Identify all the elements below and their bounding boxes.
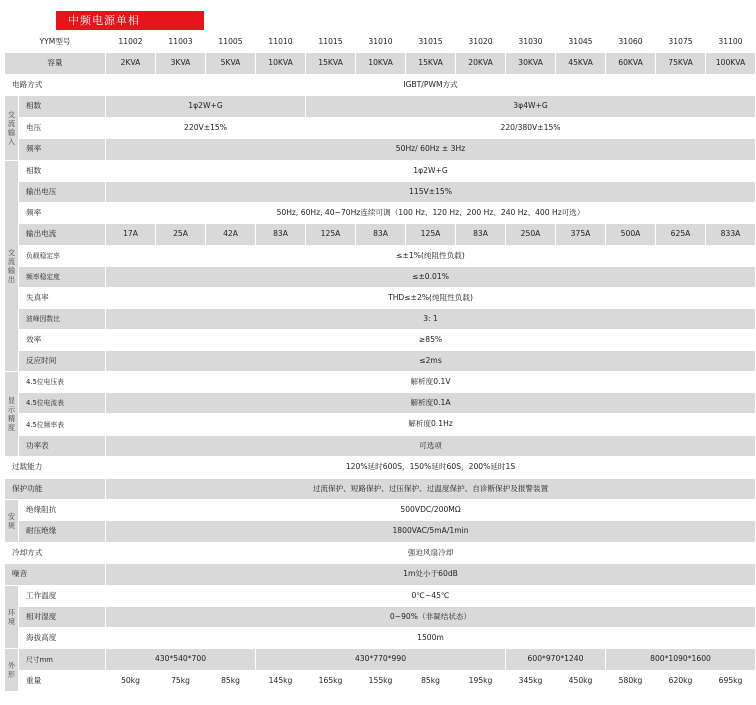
capacity-cell: 10KVA [256,53,306,75]
weight-cell: 620kg [656,671,706,692]
model-cell: 11010 [256,33,306,53]
row-label-altitude: 海拔高度 [19,628,106,649]
weight-cell: 450kg [556,671,606,692]
display-voltmeter-value: 解析度0.1V [106,372,756,393]
model-cell: 11002 [106,33,156,53]
table-row [5,500,756,521]
row-label-output-load-regulation: 负载稳定率 [19,246,106,267]
circuit-value: IGBT/PWM方式 [106,75,756,96]
table-row [5,543,756,564]
row-label-temperature: 工作温度 [19,586,106,607]
capacity-cell: 60KVA [606,53,656,75]
row-label-output-crest-factor: 波峰因数比 [19,309,106,330]
weight-cell: 695kg [706,671,756,692]
row-label-overload: 过载能力 [5,457,106,479]
table-row [5,607,756,628]
row-label-output-efficiency: 效率 [19,330,106,351]
weight-cell: 85kg [206,671,256,692]
table-row [5,182,756,203]
table-row [5,649,756,671]
row-label-output-current: 输出电流 [19,224,106,246]
weight-cell: 580kg [606,671,656,692]
category-environment: 环境 [5,586,19,649]
capacity-cell: 30KVA [506,53,556,75]
category-display: 显示精度 [5,372,19,457]
row-label-display-voltmeter: 4.5位电压表 [19,372,106,393]
table-row [5,671,756,692]
dimension-group: 430*540*700 [106,649,256,671]
row-label-output-distortion: 失真率 [19,288,106,309]
output-current-cell: 42A [206,224,256,246]
row-label-humidity: 相对湿度 [19,607,106,628]
output-freq-stability-value: ≤±0.01% [106,267,756,288]
row-label-capacity: 容量 [5,53,106,75]
weight-cell: 345kg [506,671,556,692]
table-row [5,33,756,53]
weight-cell: 85kg [406,671,456,692]
model-cell: 31045 [556,33,606,53]
table-row [5,118,756,139]
capacity-cell: 45KVA [556,53,606,75]
category-ac-output: 交流输出 [5,161,19,372]
output-current-cell: 17A [106,224,156,246]
table-row [5,457,756,479]
table-row [5,288,756,309]
row-label-input-voltage: 电压 [19,118,106,139]
output-response-time-value: ≤2ms [106,351,756,372]
table-row [5,267,756,288]
input-frequency-value: 50Hz/ 60Hz ± 3Hz [106,139,756,161]
table-row [5,393,756,414]
cooling-value: 强迫风扇冷却 [106,543,756,564]
output-phase-value: 1φ2W+G [106,161,756,182]
row-label-output-phase: 相数 [19,161,106,182]
category-safety: 安规 [5,500,19,543]
table-row [5,246,756,267]
table-row [5,564,756,586]
row-label-cooling: 冷却方式 [5,543,106,564]
insulation-value: 500VDC/200MΩ [106,500,756,521]
output-current-cell: 833A [706,224,756,246]
table-row [5,330,756,351]
row-label-output-freq-stability: 频率稳定度 [19,267,106,288]
output-current-cell: 500A [606,224,656,246]
protection-value: 过流保护、短路保护、过压保护、过温度保护、自诊断保护及报警装置 [106,479,756,500]
weight-cell: 50kg [106,671,156,692]
display-freqmeter-value: 解析度0.1Hz [106,414,756,436]
model-cell: 31015 [406,33,456,53]
capacity-cell: 15KVA [306,53,356,75]
model-cell: 31075 [656,33,706,53]
row-label-protection: 保护功能 [5,479,106,500]
capacity-cell: 2KVA [106,53,156,75]
category-appearance: 外形 [5,649,19,692]
model-cell: 31020 [456,33,506,53]
row-label-model: YYM型号 [5,33,106,53]
row-label-withstand: 耐压绝缘 [19,521,106,543]
capacity-cell: 15KVA [406,53,456,75]
table-row [5,309,756,330]
display-ammeter-value: 解析度0.1A [106,393,756,414]
model-cell: 31030 [506,33,556,53]
row-label-insulation: 绝缘阻抗 [19,500,106,521]
table-row [5,351,756,372]
noise-value: 1m处小于60dB [106,564,756,586]
table-row [5,414,756,436]
table-row [5,53,756,75]
capacity-cell: 10KVA [356,53,406,75]
output-current-cell: 83A [356,224,406,246]
output-voltage-value: 115V±15% [106,182,756,203]
altitude-value: 1500m [106,628,756,649]
capacity-cell: 3KVA [156,53,206,75]
spec-table [4,32,756,692]
input-voltage-single: 220V±15% [106,118,306,139]
table-row [5,436,756,457]
output-crest-factor-value: 3: 1 [106,309,756,330]
row-label-display-freqmeter: 4.5位频率表 [19,414,106,436]
output-efficiency-value: ≥85% [106,330,756,351]
row-label-input-frequency: 频率 [19,139,106,161]
model-cell: 11005 [206,33,256,53]
capacity-cell: 100KVA [706,53,756,75]
page-title: 中频电源单相 [56,11,204,30]
model-cell: 11003 [156,33,206,53]
row-label-noise: 噪音 [5,564,106,586]
weight-cell: 195kg [456,671,506,692]
table-row [5,372,756,393]
output-current-cell: 83A [256,224,306,246]
weight-cell: 155kg [356,671,406,692]
humidity-value: 0~90%（非凝结状态） [106,607,756,628]
weight-cell: 165kg [306,671,356,692]
table-row [5,586,756,607]
table-row [5,161,756,182]
output-current-cell: 375A [556,224,606,246]
temperature-value: 0℃~45℃ [106,586,756,607]
model-cell: 31060 [606,33,656,53]
output-load-regulation-value: ≤±1%(纯阻性负载) [106,246,756,267]
input-phase-three: 3φ4W+G [306,96,756,118]
table-row [5,96,756,118]
table-row [5,203,756,224]
row-label-display-powermeter: 功率表 [19,436,106,457]
input-phase-single: 1φ2W+G [106,96,306,118]
model-cell: 31010 [356,33,406,53]
row-label-dimensions: 尺寸mm [19,649,106,671]
display-powermeter-value: 可选项 [106,436,756,457]
overload-value: 120%延时600S，150%延时60S，200%延时1S [106,457,756,479]
output-current-cell: 125A [406,224,456,246]
output-current-cell: 625A [656,224,706,246]
input-voltage-three: 220/380V±15% [306,118,756,139]
row-label-display-ammeter: 4.5位电流表 [19,393,106,414]
dimension-group: 600*970*1240 [506,649,606,671]
model-cell: 11015 [306,33,356,53]
row-label-weight: 重量 [19,671,106,692]
withstand-value: 1800VAC/5mA/1min [106,521,756,543]
table-row [5,521,756,543]
category-ac-input: 交流输入 [5,96,19,161]
table-row [5,628,756,649]
table-row [5,75,756,96]
capacity-cell: 20KVA [456,53,506,75]
model-cell: 31100 [706,33,756,53]
row-label-input-phase: 相数 [19,96,106,118]
row-label-output-frequency: 频率 [19,203,106,224]
row-label-circuit: 电路方式 [5,75,106,96]
output-current-cell: 25A [156,224,206,246]
table-row [5,224,756,246]
table-row [5,479,756,500]
dimension-group: 430*770*990 [256,649,506,671]
capacity-cell: 75KVA [656,53,706,75]
row-label-output-response-time: 反应时间 [19,351,106,372]
dimension-group: 800*1090*1600 [606,649,756,671]
output-current-cell: 250A [506,224,556,246]
output-frequency-value: 50Hz, 60Hz, 40~70Hz连续可调（100 Hz、120 Hz、200 Hz、240 Hz、400 Hz可选） [106,203,756,224]
output-distortion-value: THD≤±2%(纯阻性负载) [106,288,756,309]
output-current-cell: 125A [306,224,356,246]
table-row [5,139,756,161]
output-current-cell: 83A [456,224,506,246]
weight-cell: 75kg [156,671,206,692]
weight-cell: 145kg [256,671,306,692]
capacity-cell: 5KVA [206,53,256,75]
row-label-output-voltage: 输出电压 [19,182,106,203]
